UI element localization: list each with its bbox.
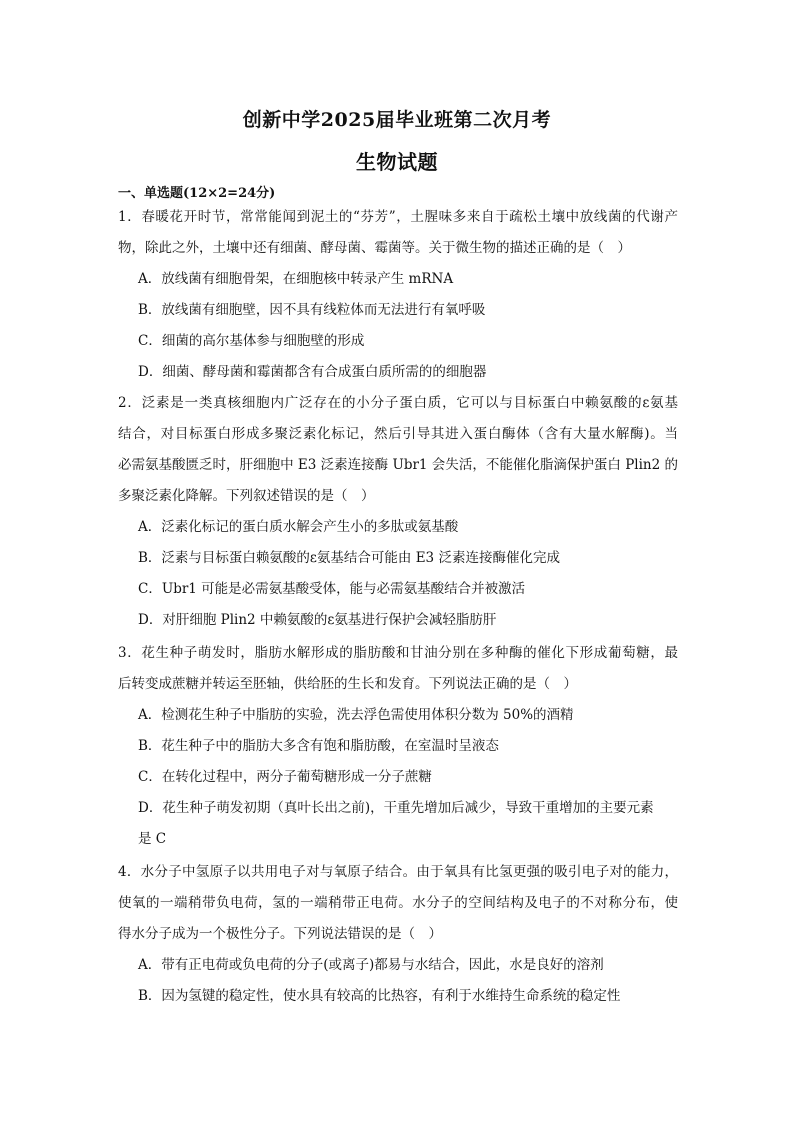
question-4-option-a: A．带有正电荷或负电荷的分子(或离子)都易与水结合，因此，水是良好的溶剂	[138, 957, 604, 973]
question-1-option-c: C．细菌的高尔基体参与细胞壁的形成	[138, 333, 365, 349]
question-line: 使氧的一端稍带负电荷，氢的一端稍带正电荷。水分子的空间结构及电子的不对称分布，使	[118, 895, 678, 911]
question-line: 后转变成蔗糖并转运至胚轴，供给胚的生长和发育。下列说法正确的是（ ）	[118, 676, 577, 692]
question-line: 1．春暖花开时节，常常能闻到泥土的“芬芳”，土腥味多来自于疏松土壤中放线菌的代谢产	[118, 209, 678, 225]
question-line: 3．花生种子萌发时，脂肪水解形成的脂肪酸和甘油分别在多种酶的催化下形成葡萄糖，最	[118, 645, 678, 661]
question-line: 4．水分子中氢原子以共用电子对与氧原子结合。由于氧具有比氢更强的吸引电子对的能力，	[118, 864, 678, 880]
question-3-option-c: C．在转化过程中，两分子葡萄糖形成一分子蔗糖	[138, 769, 432, 785]
question-1-stem	[118, 202, 678, 264]
question-line: 2．泛素是一类真核细胞内广泛存在的小分子蛋白质，它可以与目标蛋白中赖氨酸的ε氨基	[118, 395, 678, 411]
exam-title: 创新中学2025届毕业班第二次月考	[242, 109, 552, 131]
question-4-stem	[118, 857, 678, 950]
question-1-option-d: D．细菌、酵母菌和霉菌都含有合成蛋白质所需的的细胞器	[138, 364, 487, 380]
question-2-stem	[118, 388, 678, 512]
question-line: 物，除此之外，土壤中还有细菌、酵母菌、霉菌等。关于微生物的描述正确的是（ ）	[118, 240, 631, 256]
question-1-option-b: B．放线菌有细胞壁，因不具有线粒体而无法进行有氧呼吸	[138, 302, 486, 318]
question-2-option-b: B．泛素与目标蛋白赖氨酸的ε氨基结合可能由 E3 泛素连接酶催化完成	[138, 550, 560, 566]
question-line: 得水分子成为一个极性分子。下列说法错误的是（ ）	[118, 926, 442, 942]
question-line: 多聚泛素化降解。下列叙述错误的是（ ）	[118, 488, 375, 504]
question-2-option-c: C．Ubr1 可能是必需氨基酸受体，能与必需氨基酸结合并被激活	[138, 581, 526, 597]
question-2-option-d: D．对肝细胞 Plin2 中赖氨酸的ε氨基进行保护会减轻脂肪肝	[138, 612, 497, 628]
question-3-option-d: D．花生种子萌发初期（真叶长出之前)，干重先增加后减少，导致干重增加的主要元素	[138, 800, 654, 816]
question-line: 必需氨基酸匮乏时，肝细胞中 E3 泛素连接酶 Ubr1 会失活，不能催化脂滴保护蛋白 Plin2 的	[118, 457, 678, 473]
section-heading: 一、单选题(12×2=24分)	[118, 186, 276, 201]
question-4-option-b: B．因为氢键的稳定性，使水具有较高的比热容，有利于水维持生命系统的稳定性	[138, 988, 621, 1004]
exam-subject: 生物试题	[356, 150, 438, 174]
question-3-option-d-continued: 是 C	[138, 831, 167, 847]
question-line: 结合，对目标蛋白形成多聚泛素化标记，然后引导其进入蛋白酶体（含有大量水解酶)。当	[118, 426, 679, 442]
question-2-option-a: A．泛素化标记的蛋白质水解会产生小的多肽或氨基酸	[138, 519, 459, 535]
question-3-option-b: B．花生种子中的脂肪大多含有饱和脂肪酸，在室温时呈液态	[138, 738, 499, 754]
question-3-option-a: A．检测花生种子中脂肪的实验，洗去浮色需使用体积分数为 50%的酒精	[138, 707, 574, 723]
question-1-option-a: A．放线菌有细胞骨架，在细胞核中转录产生 mRNA	[138, 271, 454, 287]
question-3-stem	[118, 638, 678, 700]
